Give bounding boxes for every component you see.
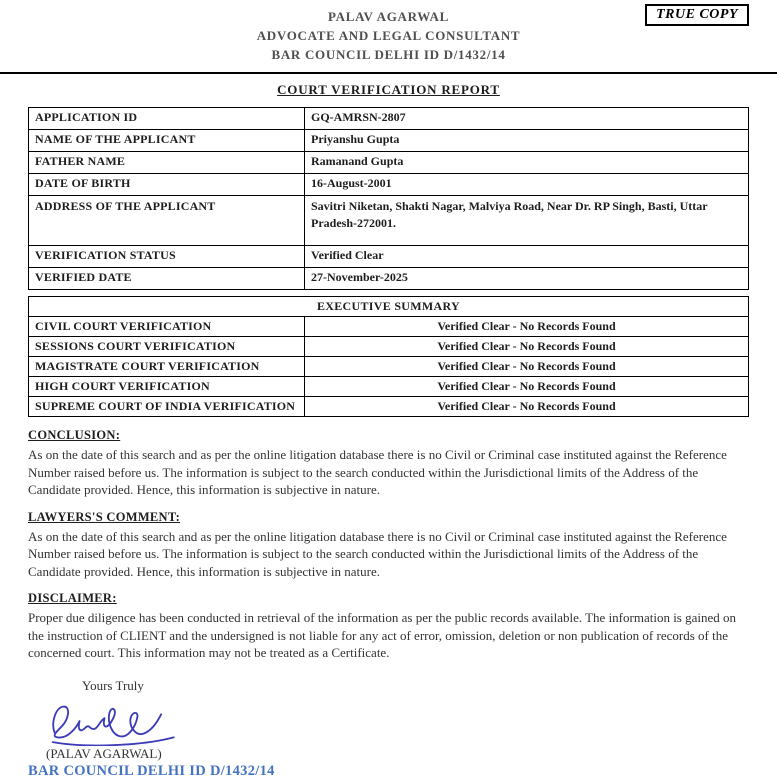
field-label: HIGH COURT VERIFICATION [29,377,305,397]
section-heading: DISCLAIMER: [28,591,117,606]
section-body: As on the date of this search and as per the online litigation database there is no Civil or Criminal case instituted against the Reference Number raised before us. The information is subject to the search conducted within the Jurisdictional limits of the Address of the Candidate provided. Hence, this information is subjective in nature. [28,447,727,498]
field-label: APPLICATION ID [29,108,305,130]
field-value: 16-August-2001 [305,174,749,196]
field-label: SUPREME COURT OF INDIA VERIFICATION [29,397,305,417]
table-row [29,196,749,246]
table-row [29,337,749,357]
advocate-name: PALAV AGARWAL [328,9,449,24]
field-value: Verified Clear - No Records Found [305,317,749,337]
executive-summary-table [28,296,749,417]
advocate-title: ADVOCATE AND LEGAL CONSULTANT [256,28,521,43]
table-row [29,246,749,268]
table-row [29,317,749,337]
letterhead [28,9,749,63]
field-label: VERIFIED DATE [29,268,305,290]
field-value: Verified Clear [305,246,749,268]
true-copy-stamp: TRUE COPY [645,4,749,26]
section-heading: LAWYERS'S COMMENT: [28,509,181,524]
table-row [29,152,749,174]
applicant-details-table [28,107,749,290]
table-row [29,357,749,377]
section-heading: CONCLUSION: [28,428,121,442]
footer-bar-id: BAR COUNCIL DELHI ID D/1432/14 [28,762,275,779]
field-label: FATHER NAME [29,152,305,174]
report-title-row [28,81,749,99]
field-value: Verified Clear - No Records Found [305,357,749,377]
field-value: Verified Clear - No Records Found [305,337,749,357]
field-label: NAME OF THE APPLICANT [29,130,305,152]
field-label: SESSIONS COURT VERIFICATION [29,337,305,357]
field-value: 27-November-2025 [305,268,749,290]
report-title: COURT VERIFICATION REPORT [277,82,500,97]
header-divider [0,72,777,74]
field-label: DATE OF BIRTH [29,174,305,196]
field-value: Verified Clear - No Records Found [305,397,749,417]
field-value: GQ-AMRSN-2807 [305,108,749,130]
field-value: Priyanshu Gupta [305,130,749,152]
field-label: MAGISTRATE COURT VERIFICATION [29,357,305,377]
table-row [29,108,749,130]
closing-salutation: Yours Truly [82,677,144,693]
field-value: Verified Clear - No Records Found [305,377,749,397]
table-row [29,268,749,290]
section-body: As on the date of this search and as per the online litigation database there is no Civil or Criminal case instituted against the Reference Number raised before us. The information is subject to the search conducted within the Jurisdictional limits of the Address of the Candidate provided. Hence, this information is subjective in nature. [28,528,727,579]
field-label: VERIFICATION STATUS [29,246,305,268]
field-label: ADDRESS OF THE APPLICANT [29,196,305,246]
field-value: Ramanand Gupta [305,152,749,174]
summary-title: EXECUTIVE SUMMARY [29,297,749,317]
advocate-bar-id: BAR COUNCIL DELHI ID D/1432/14 [271,47,506,62]
section-lawyers-comment [28,510,749,581]
table-row [29,377,749,397]
signature-image [42,698,749,746]
section-conclusion [28,428,749,499]
table-row [29,174,749,196]
signature-ink [42,698,192,746]
table-row [29,397,749,417]
table-row [29,130,749,152]
field-label: CIVIL COURT VERIFICATION [29,317,305,337]
section-body: Proper due diligence has been conducted in retrieval of the information as per the public records available. The information is gained on the instruction of CLIENT and the undersigned is not liable for any act of error, omission, deletion or non publication of records of the concerned court. This information may not be treated as a Certificate. [28,610,737,661]
section-disclaimer [28,591,749,662]
field-value: Savitri Niketan, Shakti Nagar, Malviya Road, Near Dr. RP Singh, Basti, Uttar Pradesh-272001. [305,196,749,246]
signer-name: (PALAV AGARWAL) [46,745,162,761]
table-row [29,297,749,317]
